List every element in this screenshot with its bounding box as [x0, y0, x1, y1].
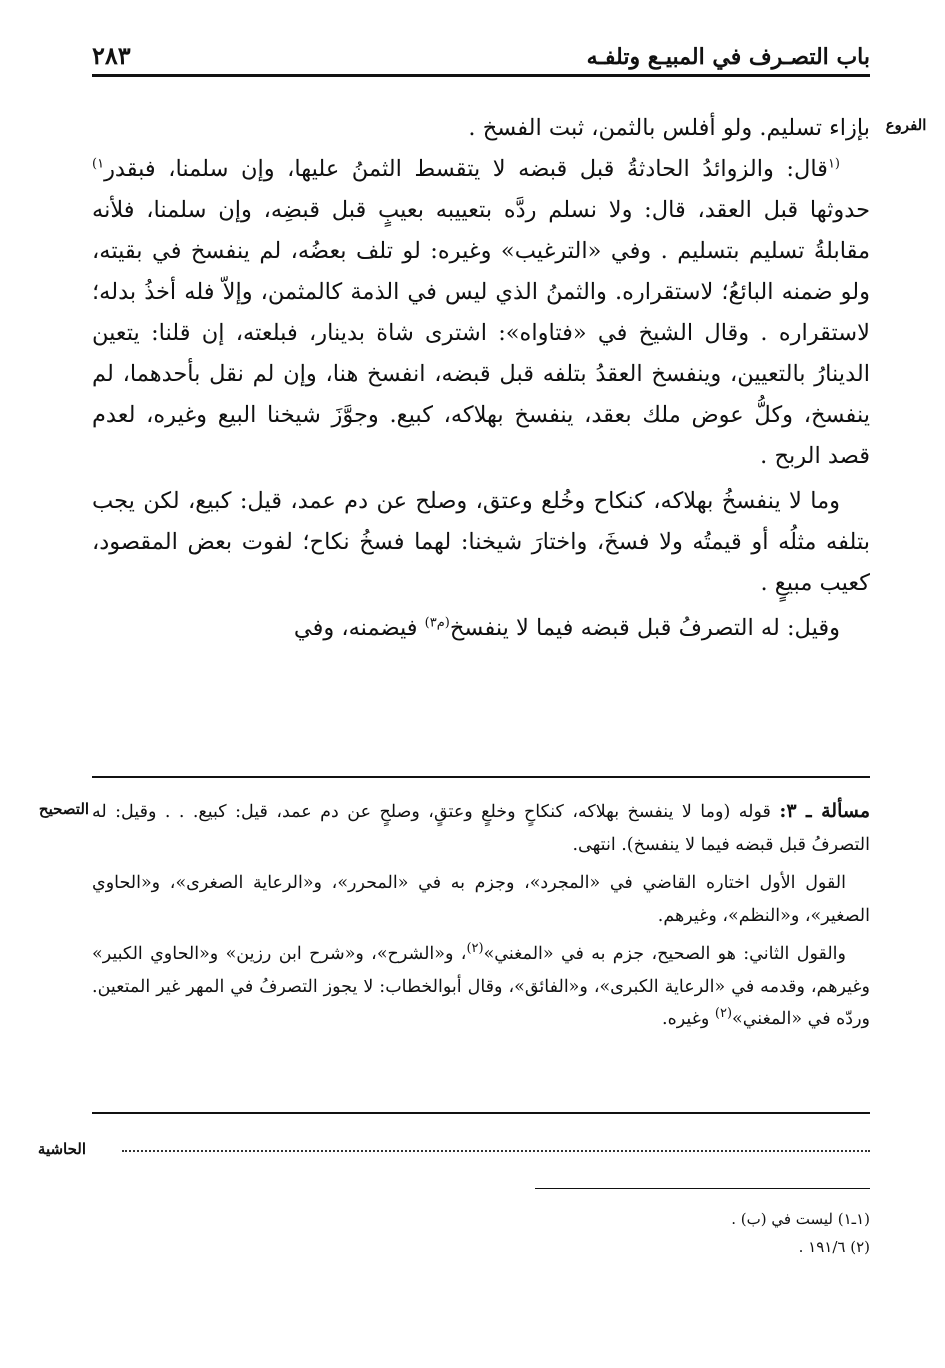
correction-paragraph-3-text-c: وغيره. — [662, 1009, 715, 1029]
gloss-dotted-line — [122, 1150, 870, 1152]
margin-label-hashiya: الحاشية — [37, 1140, 87, 1158]
page-number: ٢٨٣ — [92, 41, 131, 70]
correction-paragraph-3-text-a: والقول الثاني: هو الصحيح، جزم به في «المغني» — [483, 944, 846, 964]
section-divider — [92, 776, 870, 778]
footnote-mark: (٢) — [466, 941, 484, 957]
margin-label-furu: الفروع — [885, 116, 927, 134]
correction-section — [92, 795, 870, 1042]
footnotes — [540, 1205, 870, 1261]
main-paragraph-1: بإزاء تسليم. ولو أفلس بالثمن، ثبت الفسخ . — [468, 115, 870, 141]
footnote-mark: (٢) — [714, 1006, 733, 1022]
issue-heading: مسألة ـ ٣: — [779, 800, 871, 822]
section-divider — [92, 1112, 870, 1114]
main-paragraph-4 — [92, 608, 870, 649]
main-text — [92, 108, 870, 649]
correction-paragraph-3 — [92, 938, 870, 1036]
footnote-2: (٢) ١٩١/٦ . — [798, 1238, 870, 1256]
main-paragraph-2-text-a: قال: والزوائدُ الحادثةُ قبل قبضه لا يتقسط الثمنُ عليها، وإن سلمنا، فبقدر — [104, 156, 828, 182]
main-paragraph-2-text-b: حدوثها قبل العقد، قال: ولا نسلم ردَّه بتعييبه بعيبٍ قبل قبضِه، وإن سلمنا، فلأنه مقابلةُ تسليم بتسليم . وفي «الترغيب» وغيره: لو تلف بعضُه، لم ينفسخ في بقيته، ولو ضمنه البائعُ؛ لاستقراره. والثمنُ الذي ليس في الذمة كالمثمن، وإلاّ فله أخذُ بدله؛ لاستقراره . وقال الشيخ في «فتاواه»: اشترى شاة بدينار، فبلعته، إن قلنا: يتعين الدينارُ بالتعيين، وينفسخ العقدُ بتلفه قبل قبضه، انفسخ هنا، وإن لم نقل بأحدهما، لم ينفسخ، وكلُّ عوض ملك بعقد، ينفسخ بهلاكه، كبيع. وجوَّزَ شيخنا البيع وغيره، لعدم قصد الربح . — [92, 197, 870, 469]
main-paragraph-2 — [92, 149, 870, 477]
main-paragraph-4-text-b: فيضمنه، وفي — [293, 615, 425, 641]
footnote-divider — [535, 1188, 870, 1189]
main-paragraph-4-text-a: وقيل: له التصرفُ قبل قبضه فيما لا ينفسخ — [449, 615, 840, 641]
footnote-mark: (١ — [827, 156, 840, 172]
correction-mark: (م٣) — [424, 615, 450, 631]
main-paragraph-3: وما لا ينفسخُ بهلاكه، كنكاح وخُلع وعتق، وصلح عن دم عمد، قيل: كبيع، لكن يجب بتلفه مثلُه أو قيمتُه ولا فسخَ، واختارَ شيخنا: لهما فسخُ نكاح؛ لفوت بعض المقصود، كعيب مبيعٍ . — [92, 488, 870, 596]
running-head — [92, 30, 870, 77]
correction-paragraph-1-text: قوله (وما لا ينفسخ بهلاكه، كنكاحٍ وخلعٍ وعتقٍ، وصلحٍ عن دم عمد، قيل: كبيع. . . وقيل: له التصرفُ قبل قبضه فيما لا ينفسخ). انتهى. — [92, 802, 870, 855]
correction-paragraph-2: القول الأول اختاره القاضي في «المجرد»، وجزم به في «المحرر»، و«الرعاية الصغرى»، و«الحاوي الصغير»، و«النظم»، وغيرهم. — [92, 873, 870, 926]
correction-paragraph-3-text-b: ، و«الشرح»، و«شرح ابن رزين» و«الحاوي الكبير» وغيرهم، وقدمه في «الرعاية الكبرى»، و«الفائق»، وقال أبوالخطاب: لا يجوز التصرفُ في المهر غير المتعين. وردّه في «المغني» — [92, 944, 870, 1029]
footnote-1: (١ـ١) ليست في (ب) . — [731, 1210, 870, 1228]
footnote-mark: ١) — [92, 156, 105, 172]
correction-paragraph-1 — [92, 795, 870, 861]
chapter-title: باب التصـرف في المبيـع وتلفـه — [586, 44, 870, 70]
margin-label-tashih: التصحيح — [38, 800, 90, 818]
